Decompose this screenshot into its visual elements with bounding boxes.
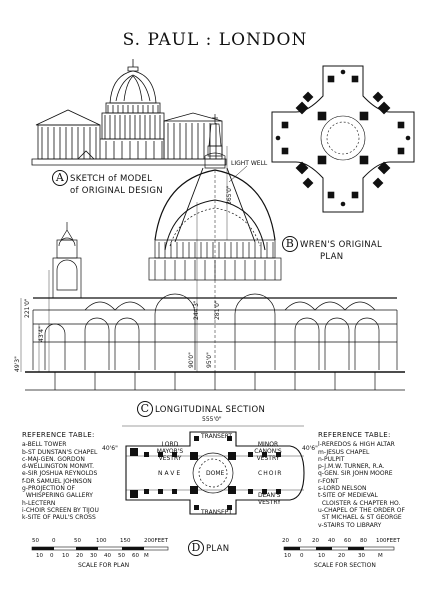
ref-item: f-DR SAMUEL JOHNSON <box>22 477 92 485</box>
dim-244: 244'3" <box>193 300 200 320</box>
scale-section-bar <box>282 546 412 552</box>
label-deans-vestry: DEAN'S VESTRY <box>258 492 281 506</box>
scale-plan-feet-tick: 100 <box>96 538 107 544</box>
label-dim-left: 40'6" <box>102 445 118 452</box>
ref-item: t-SITE OF MEDIEVAL <box>318 492 378 500</box>
scale-plan-metre-tick: 40 <box>104 553 111 559</box>
scale-section-metre-tick: 20 <box>338 553 345 559</box>
scale-section-feet-tick: 20 <box>282 538 289 544</box>
scale-section-feet-tick: 20 <box>312 538 319 544</box>
ref-item: q-GEN. SIR JOHN MOORE <box>318 470 393 478</box>
plan-caption <box>188 540 229 556</box>
section-caption-text: LONGITUDINAL SECTION <box>155 405 266 415</box>
ref-item: s-LORD NELSON <box>318 485 367 493</box>
label-transept-south: TRANSEPT <box>201 509 233 516</box>
scale-plan-metre-tick: 20 <box>76 553 83 559</box>
scale-section-metre-tick: 30 <box>358 553 365 559</box>
label-dome: DOME <box>206 470 225 477</box>
wren-plan-caption-line2: PLAN <box>320 252 344 262</box>
reference-table-right-heading: REFERENCE TABLE: <box>318 431 391 439</box>
scale-plan-caption: SCALE FOR PLAN <box>78 562 130 569</box>
label-nave: NAVE <box>158 470 183 477</box>
scale-plan-feet-tick: 200FEET <box>144 538 168 544</box>
plan-overall-dim: 555'0" <box>202 416 222 423</box>
sketch-caption-line1: SKETCH of MODEL <box>70 174 153 184</box>
label-letter-c: C <box>137 401 153 417</box>
ref-item: k-SITE OF PAUL'S CROSS <box>22 514 96 522</box>
ref-item: g-PROJECTION OF <box>22 485 75 493</box>
label-letter-a: A <box>52 170 68 186</box>
ref-item: CLOISTER & CHAPTER HO. <box>318 499 401 507</box>
ref-item: d-WELLINGTON MONMT. <box>22 463 95 471</box>
scale-section-feet-tick: 0 <box>298 538 302 544</box>
scale-plan-feet-tick: 50 <box>74 538 81 544</box>
section-caption <box>137 401 265 417</box>
plan-caption-text: PLAN <box>206 544 230 554</box>
dim-49: 49'3" <box>14 356 21 372</box>
label-lord-mayors-vestry: LORD MAYOR'S VESTRY <box>156 441 184 462</box>
reference-table-right <box>318 432 405 529</box>
longitudinal-section <box>15 110 415 410</box>
scale-plan-metre-tick: 60 <box>132 553 139 559</box>
ref-item: l-REREDOS & HIGH ALTAR <box>318 441 395 449</box>
ref-item: h-LECTERN <box>22 499 56 507</box>
scale-plan-feet-tick: 150 <box>120 538 131 544</box>
ref-item: a-BELL TOWER <box>22 441 67 449</box>
scale-plan-metre-tick: M <box>144 553 149 559</box>
wren-plan-caption-line1: WREN'S ORIGINAL <box>300 240 383 250</box>
scale-section-feet-tick: 60 <box>344 538 351 544</box>
scale-section-metre-tick: 10 <box>318 553 325 559</box>
ref-item: WHISPERING GALLERY <box>22 492 93 500</box>
label-letter-b: B <box>282 236 298 252</box>
scale-section-metre-tick: 10 <box>284 553 291 559</box>
label-choir: CHOIR <box>258 470 283 477</box>
sketch-caption-line2: of ORIGINAL DESIGN <box>70 186 163 196</box>
dim-365: 365'0" <box>226 185 233 205</box>
scale-section-caption: SCALE FOR SECTION <box>314 562 376 569</box>
scale-section-metre-tick: M <box>378 553 383 559</box>
reference-table-left <box>22 432 99 522</box>
dim-90: 90'0" <box>188 352 195 368</box>
scale-plan-metre-tick: 30 <box>90 553 97 559</box>
scale-plan-feet-tick: 0 <box>52 538 56 544</box>
scale-plan-metre-tick: 10 <box>62 553 69 559</box>
scale-plan-feet-tick: 50 <box>32 538 39 544</box>
dim-95: 95'0" <box>206 352 213 368</box>
ref-item: r-FONT <box>318 477 339 485</box>
scale-for-plan <box>30 538 180 568</box>
label-letter-d: D <box>188 540 204 556</box>
dim-281: 281'0" <box>214 300 221 320</box>
label-dim-right: 40'6" <box>302 445 318 452</box>
ref-item: i-CHOIR SCREEN BY TIJOU <box>22 506 99 514</box>
page-title: S. PAUL : LONDON <box>122 30 308 50</box>
scale-section-feet-tick: 40 <box>328 538 335 544</box>
scale-section-feet-tick: 100FEET <box>376 538 400 544</box>
scale-plan-bar <box>30 546 180 552</box>
ref-item: b-ST DUNSTAN'S CHAPEL <box>22 448 98 456</box>
dim-43: 43'4" <box>38 326 45 342</box>
scale-plan-metre-tick: 50 <box>118 553 125 559</box>
ref-item: m-JESUS CHAPEL <box>318 448 370 456</box>
ref-item: p-J.M.W. TURNER, R.A. <box>318 463 385 471</box>
scale-section-feet-tick: 80 <box>360 538 367 544</box>
ref-item: n-PULPIT <box>318 455 345 463</box>
ref-item: c-MAJ-GEN. GORDON <box>22 455 85 463</box>
dim-221: 221'0" <box>24 298 31 318</box>
label-transept-north: TRANSEPT <box>201 433 233 440</box>
scale-for-section <box>282 538 412 568</box>
ref-item: e-SIR JOSHUA REYNOLDS <box>22 470 98 478</box>
ref-item: u-CHAPEL OF THE ORDER OF <box>318 506 405 514</box>
ref-item: v-STAIRS TO LIBRARY <box>318 521 382 529</box>
scale-section-metre-tick: 0 <box>300 553 304 559</box>
scale-plan-metre-tick: 10 <box>36 553 43 559</box>
label-minor-canons-vestry: MINOR CANON'S VESTRY <box>254 441 282 462</box>
reference-table-left-heading: REFERENCE TABLE: <box>22 431 95 439</box>
ref-item: ST MICHAEL & ST GEORGE <box>318 514 402 522</box>
scale-plan-metre-tick: 0 <box>50 553 54 559</box>
light-well-label: LIGHT WELL <box>231 160 268 167</box>
